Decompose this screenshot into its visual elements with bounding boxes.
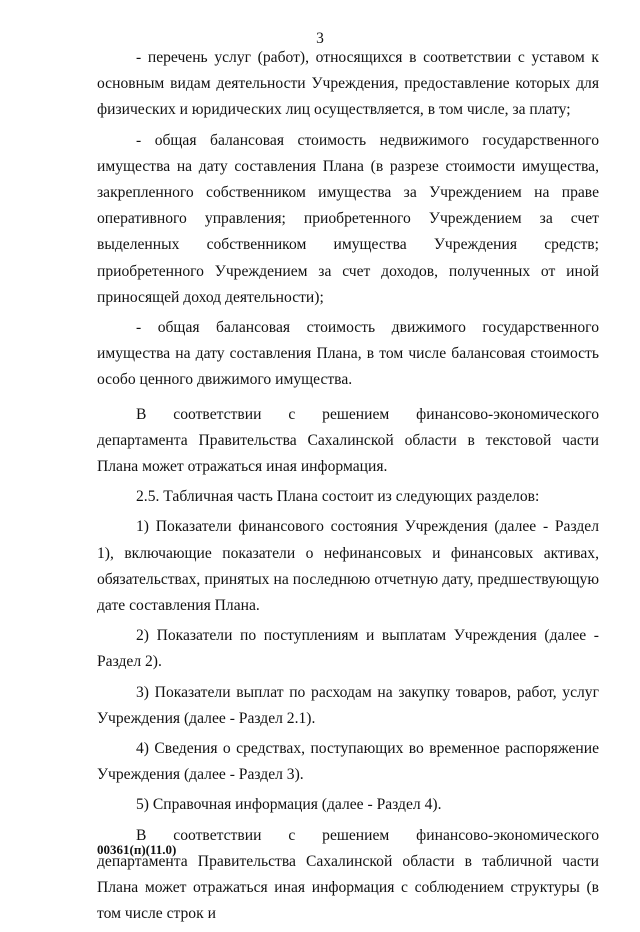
paragraph-section-3: 4) Сведения о средствах, поступающих во временное распоряжение Учреждения (далее - Раздел 3).	[97, 740, 599, 784]
paragraph-immovable-property: - общая балансовая стоимость недвижимого государственного имущества на дату составления Плана (в разрезе стоимости имущества, закрепленного собственником имущества за Учреждением на праве оперативного управления; приобретенного Учреждением за счет выделенных собственником имущества Учреждения средств; приобретенного Учреждением за счет доходов, полученных от иной приносящей доход деятельности);	[97, 131, 599, 306]
paragraph-table-part-heading: 2.5. Табличная часть Плана состоит из следующих разделов:	[136, 488, 540, 506]
paragraph-services-list: - перечень услуг (работ), относящихся в соответствии с уставом к основным видам деятельности Учреждения, предоставление которых для физических и юридических лиц осуществляется, в том числе, за плату;	[97, 49, 599, 119]
paragraph-section-2-1: 3) Показатели выплат по расходам на закупку товаров, работ, услуг Учреждения (далее - Раздел 2.1).	[97, 683, 599, 727]
paragraph-movable-property: - общая балансовая стоимость движимого государственного имущества на дату составления Плана, в том числе балансовая стоимость особо ценного движимого имущества.	[97, 319, 599, 389]
paragraph-section-1: 1) Показатели финансового состояния Учреждения (далее - Раздел 1), включающие показатели о нефинансовых и финансовых активах, обязательствах, принятых на последнюю отчетную дату, предшествующую дате составления Плана.	[97, 518, 599, 615]
paragraph-text-part-other-info: В соответствии с решением финансово-экономического департамента Правительства Сахалинской области в текстовой части Плана может отражаться иная информация.	[97, 405, 599, 476]
paragraph-section-4: 5) Справочная информация (далее - Раздел 4).	[136, 796, 442, 814]
document-body	[97, 45, 599, 932]
paragraph-table-part-other-info: В соответствии с решением финансово-экономического департамента Правительства Сахалинской области в табличной части Плана может отражаться иная информация с соблюдением структуры (в том числе строк и	[97, 826, 599, 923]
paragraph-section-2: 2) Показатели по поступлениям и выплатам Учреждения (далее - Раздел 2).	[97, 627, 599, 671]
page-number: 3	[316, 30, 324, 47]
document-code: 00361(п)(11.0)	[97, 842, 177, 857]
